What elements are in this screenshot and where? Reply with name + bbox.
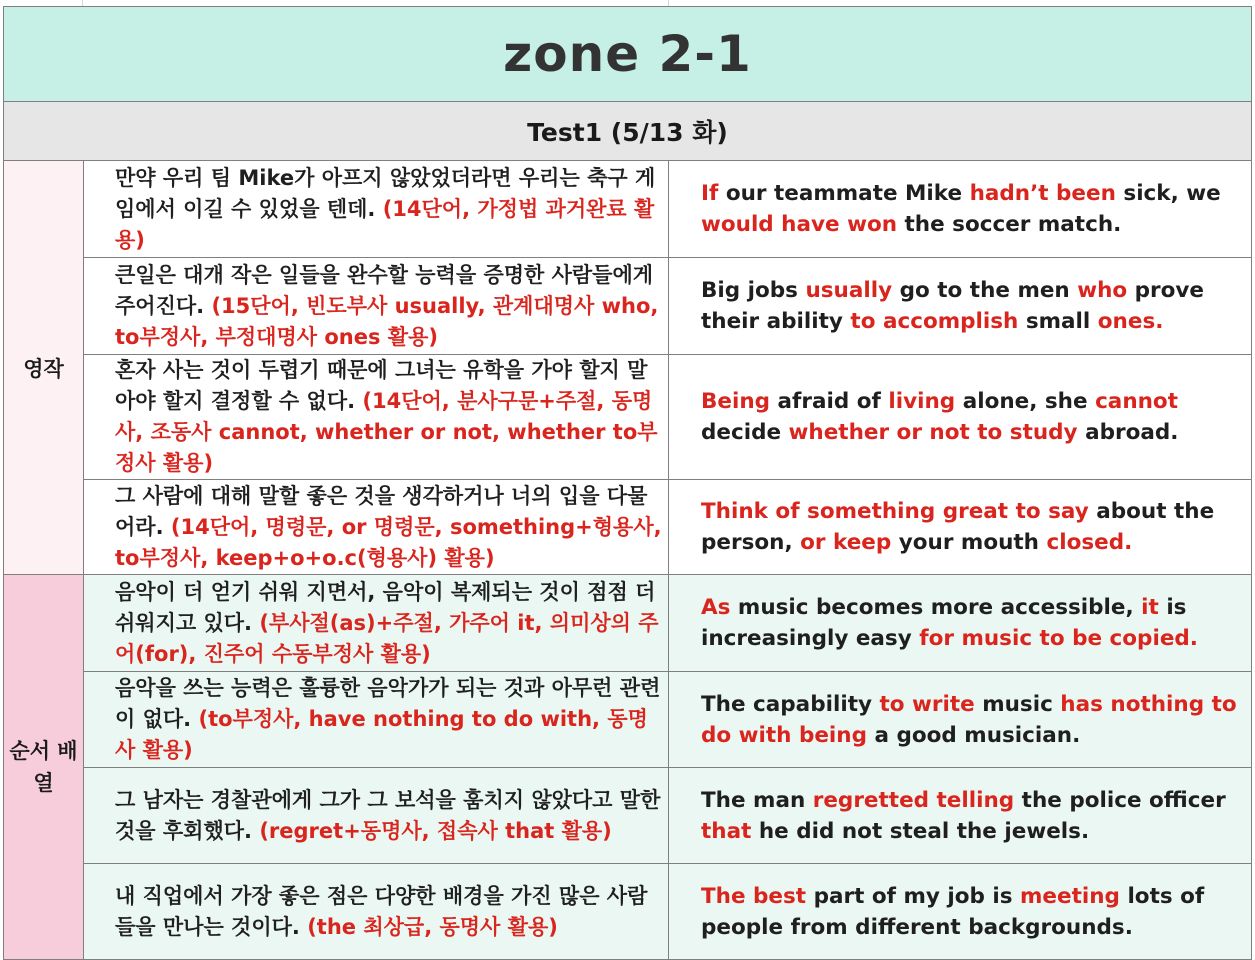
- page-title: zone 2-1: [4, 7, 1252, 102]
- text-segment: go to the men: [892, 278, 1078, 303]
- highlighted-text: or keep: [800, 530, 892, 555]
- highlighted-text: would have won: [701, 212, 898, 237]
- highlighted-text: (regret+동명사, 접속사 that 활용): [259, 818, 612, 843]
- highlighted-text: for music to be copied.: [919, 626, 1198, 651]
- highlighted-text: If: [701, 181, 719, 206]
- korean-prompt-cell: [84, 258, 669, 355]
- english-answer-cell: [669, 864, 1252, 960]
- text-segment: he did not steal the jewels.: [751, 818, 1090, 844]
- highlighted-text: has nothing to do with being: [701, 691, 1237, 748]
- highlighted-text: living: [888, 389, 956, 414]
- highlighted-text: cannot: [1095, 389, 1178, 414]
- highlighted-text: hadn’t been: [969, 181, 1116, 206]
- highlighted-text: it: [1141, 595, 1159, 620]
- text-segment: music: [974, 691, 1061, 717]
- text-segment: 혼자 사는 것이 두렵기 때문에 그녀는 유학을 가야 할지 말아야 할지 결정할 수 없다.: [115, 358, 648, 413]
- text-segment: 만약 우리 팀 Mike가 아프지 않았었더라면 우리는 축구 게임에서 이길 수 있었을 텐데.: [115, 165, 656, 221]
- text-segment: 그 사람에 대해 말할 좋은 것을 생각하거나 너의 입을 다물어라.: [115, 483, 648, 539]
- text-segment: small: [1018, 309, 1098, 334]
- text-segment: the soccer match.: [897, 212, 1122, 237]
- category-label: 순서 배열: [4, 575, 84, 960]
- text-segment: your mouth: [891, 530, 1047, 555]
- highlighted-text: Think of something great to say: [701, 499, 1089, 524]
- table-row: [4, 575, 1252, 672]
- korean-prompt-cell: [84, 355, 669, 480]
- english-answer-cell: [669, 258, 1252, 355]
- highlighted-text: (15단어, 빈도부사 usually, 관계대명사 who, to부정사, 부정대명사 ones 활용): [115, 293, 659, 349]
- highlighted-text: to accomplish: [850, 309, 1019, 334]
- highlighted-text: The best: [701, 883, 807, 909]
- highlighted-text: meeting: [1020, 883, 1120, 909]
- highlighted-text: (부사절(as)+주절, 가주어 it, 의미상의 주어(for), 진주어 수동부정사 활용): [115, 610, 659, 666]
- text-segment: prove their ability: [701, 278, 1205, 334]
- table-row: [4, 161, 1252, 258]
- text-segment: The man: [701, 787, 813, 813]
- text-segment: a good musician.: [867, 722, 1081, 748]
- korean-prompt-cell: [84, 575, 669, 672]
- table-row: [4, 672, 1252, 768]
- category-label: 영작: [4, 161, 84, 575]
- text-segment: music becomes more accessible,: [730, 595, 1142, 620]
- text-segment: afraid of: [770, 389, 889, 414]
- text-segment: the police officer: [1014, 787, 1226, 813]
- korean-prompt-cell: [84, 864, 669, 960]
- highlighted-text: (to부정사, have nothing to do with, 동명사 활용): [115, 707, 648, 762]
- english-answer-cell: [669, 480, 1252, 575]
- korean-prompt-cell: [84, 480, 669, 575]
- highlighted-text: As: [701, 595, 731, 620]
- text-segment: our teammate Mike: [718, 181, 970, 206]
- text-segment: lots of people from different backgrounds.: [701, 883, 1205, 940]
- highlighted-text: (14단어, 가정법 과거완료 활용): [115, 196, 655, 252]
- highlighted-text: to write: [879, 691, 975, 717]
- text-segment: alone, she: [955, 389, 1096, 414]
- highlighted-text: (the 최상급, 동명사 활용): [307, 914, 558, 939]
- table-row: [4, 768, 1252, 864]
- text-segment: 큰일은 대개 작은 일들을 완수할 능력을 증명한 사람들에게 주어진다.: [115, 262, 654, 318]
- highlighted-text: who: [1077, 278, 1128, 303]
- text-segment: abroad.: [1077, 420, 1179, 445]
- test-subtitle: Test1 (5/13 화): [4, 102, 1252, 161]
- text-segment: sick, we: [1115, 181, 1221, 206]
- highlighted-text: (14단어, 명령문, or 명령문, something+형용사, to부정사, keep+o+o.c(형용사) 활용): [115, 514, 662, 570]
- text-segment: 음악이 더 얻기 쉬워 지면서, 음악이 복제되는 것이 점점 더 쉬워지고 있다.: [115, 579, 656, 635]
- text-segment: is increasingly easy: [701, 595, 1187, 651]
- text-segment: 음악을 쓰는 능력은 훌륭한 음악가가 되는 것과 아무런 관련이 없다.: [115, 676, 661, 731]
- highlighted-text: Being: [701, 389, 771, 414]
- table-row: [4, 480, 1252, 575]
- text-segment: 내 직업에서 가장 좋은 점은 다양한 배경을 가진 많은 사람들을 만나는 것이다.: [115, 883, 648, 939]
- table-row: [4, 355, 1252, 480]
- text-segment: decide: [701, 420, 789, 445]
- highlighted-text: closed.: [1046, 530, 1133, 555]
- table-row: [4, 864, 1252, 960]
- highlighted-text: that: [701, 818, 752, 844]
- text-segment: about the person,: [701, 499, 1215, 555]
- worksheet-table: [3, 6, 1252, 960]
- highlighted-text: regretted telling: [812, 787, 1015, 813]
- english-answer-cell: [669, 575, 1252, 672]
- highlighted-text: usually: [805, 278, 893, 303]
- korean-prompt-cell: [84, 161, 669, 258]
- highlighted-text: (14단어, 분사구문+주절, 동명사, 조동사 cannot, whether or not, whether to부정사 활용): [115, 389, 658, 475]
- english-answer-cell: [669, 355, 1252, 480]
- text-segment: Big jobs: [701, 278, 806, 303]
- korean-prompt-cell: [84, 672, 669, 768]
- text-segment: 그 남자는 경찰관에게 그가 그 보석을 훔치지 않았다고 말한 것을 후회했다.: [115, 787, 661, 843]
- text-segment: part of my job is: [806, 883, 1021, 909]
- highlighted-text: whether or not to study: [788, 420, 1078, 445]
- highlighted-text: ones.: [1097, 309, 1164, 334]
- korean-prompt-cell: [84, 768, 669, 864]
- table-row: [4, 258, 1252, 355]
- text-segment: The capability: [701, 691, 880, 717]
- english-answer-cell: [669, 672, 1252, 768]
- english-answer-cell: [669, 161, 1252, 258]
- english-answer-cell: [669, 768, 1252, 864]
